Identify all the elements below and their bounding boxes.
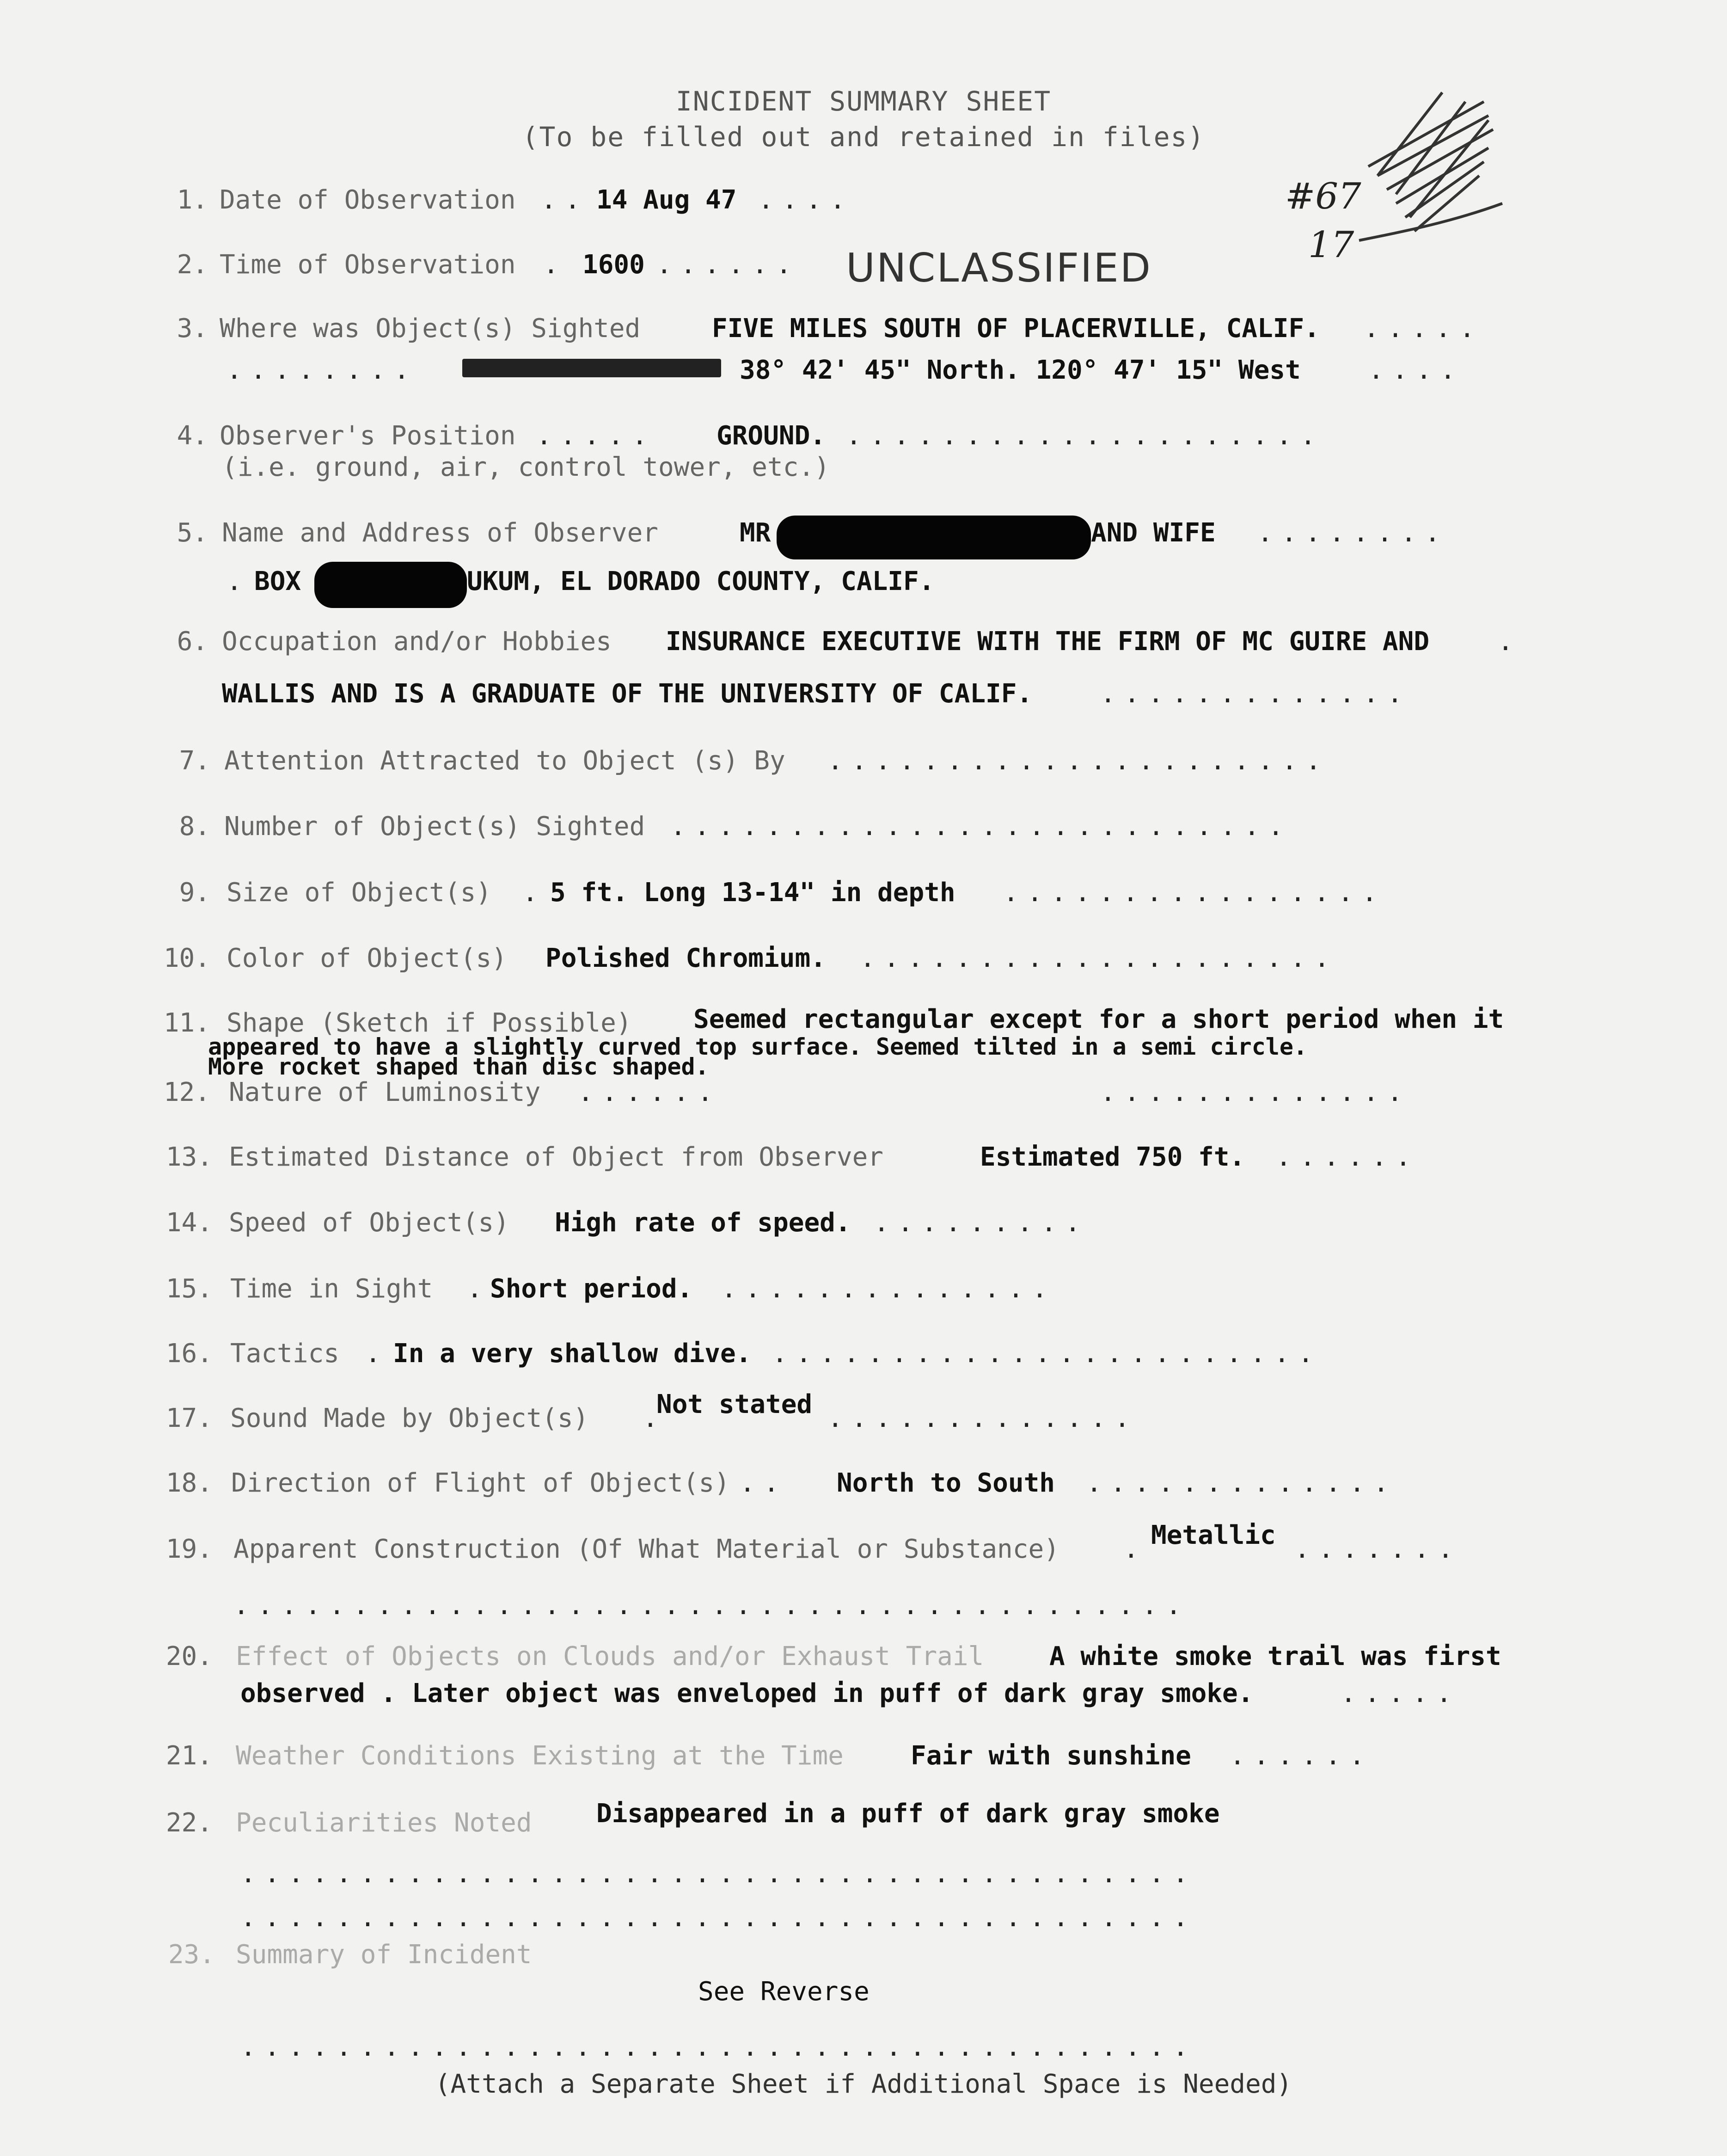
item-value-line-2: observed . Later object was enveloped in puff of dark gray smoke. xyxy=(240,1678,1254,1708)
item-value: INSURANCE EXECUTIVE WITH THE FIRM OF MC GUIRE AND xyxy=(666,627,1430,657)
pencil-scribble-icon xyxy=(1350,83,1516,305)
item-label: Time in Sight xyxy=(230,1274,433,1304)
item-value: Estimated 750 ft. xyxy=(980,1142,1245,1172)
item-value: MR xyxy=(740,518,771,548)
item-label: Where was Object(s) Sighted xyxy=(220,313,641,344)
case-number-annotation: #67 xyxy=(1285,176,1361,217)
item-value: GROUND. xyxy=(717,421,826,451)
item-label: Size of Object(s) xyxy=(227,878,492,908)
item-value-line-2: appeared to have a slightly curved top surface. Seemed tilted in a semi circle. xyxy=(208,1033,1308,1060)
item-number: 15. xyxy=(165,1274,213,1304)
item-label: Date of Observation xyxy=(220,185,516,215)
item-label: Occupation and/or Hobbies xyxy=(222,627,612,657)
item-number: 11. xyxy=(163,1008,210,1038)
item-value: FIVE MILES SOUTH OF PLACERVILLE, CALIF. xyxy=(712,313,1320,344)
item-value: North to South xyxy=(837,1468,1055,1498)
item-label: Estimated Distance of Object from Observer xyxy=(229,1142,884,1172)
item-label: Name and Address of Observer xyxy=(222,518,659,548)
item-label: Color of Object(s) xyxy=(227,943,507,973)
item-number: 6. xyxy=(177,627,208,657)
item-label: Tactics xyxy=(230,1339,340,1369)
item-label: Summary of Incident xyxy=(236,1940,532,1970)
item-value-line-3: More rocket shaped than disc shaped. xyxy=(208,1053,709,1080)
item-label: Peculiarities Noted xyxy=(236,1808,532,1838)
item-value: Not stated xyxy=(656,1389,813,1419)
unclassified-stamp: UNCLASSIFIED xyxy=(846,245,1152,291)
item-value-line-2: WALLIS AND IS A GRADUATE OF THE UNIVERSITY OF CALIF. xyxy=(222,679,1033,709)
item-value: 5 ft. Long 13-14" in depth xyxy=(550,878,955,908)
handwritten-mark: 17 xyxy=(1308,224,1354,266)
item-value: 14 Aug 47 xyxy=(596,185,737,215)
item-value: High rate of speed. xyxy=(555,1208,851,1238)
item-number: 14. xyxy=(165,1208,213,1238)
item-number: 8. xyxy=(179,811,210,842)
item-value-address: UKUM, EL DORADO COUNTY, CALIF. xyxy=(467,566,935,596)
item-number: 13. xyxy=(165,1142,213,1172)
item-number: 10. xyxy=(163,943,210,973)
item-value-coordinates: 38° 42' 45" North. 120° 47' 15" West xyxy=(740,355,1301,385)
item-value: See Reverse xyxy=(698,1977,870,2007)
item-value: Fair with sunshine xyxy=(911,1741,1191,1771)
item-number: 4. xyxy=(177,421,208,451)
item-value: In a very shallow dive. xyxy=(393,1339,752,1369)
item-label: Attention Attracted to Object (s) By xyxy=(224,746,785,776)
item-value: Metallic xyxy=(1151,1520,1276,1550)
item-value: Disappeared in a puff of dark gray smoke xyxy=(596,1799,1220,1829)
item-number: 22. xyxy=(165,1808,213,1838)
item-number: 19. xyxy=(165,1534,213,1564)
item-number: 18. xyxy=(165,1468,213,1498)
item-value: Polished Chromium. xyxy=(545,943,826,973)
form-subtitle: (To be filled out and retained in files) xyxy=(522,121,1205,153)
incident-summary-sheet: INCIDENT SUMMARY SHEET (To be filled out and retained in files) #67 17 UNCLASSIFIED 1. Date of Observation .. 14 Aug 47 .... 2. Time of Observation . 1600 ...... 3. Where was Object(s) Sighted FIVE MILES SOUTH OF PLACERVILLE, CALIF. ..... ........ 38° 42' 45" North. 120° 47' 15" West .... 4. Observer's Position ..... GROUND. .................... (i.e. ground, air, control tower, etc.) 5. Name and Address of Observer MR AND WIFE ........ . BOX UKUM, EL DORADO COUNTY, CALIF. 6. Occupation and/or Hobbies INSURANCE EXECUTIVE WITH THE FIRM OF MC GUIRE AND . WALLIS AND IS A GRADUATE OF THE UNIVERSITY OF CALIF. ............. 7. Attention Attracted to Object (s) By ..................... 8. Number of Object(s) Sighted .......................... 9. Size of Object(s) . 5 ft. Long 13-14" in depth ................ 10. Color of Object(s) Polished Chromium. .................... 11. Shape (Sketch if Possible) Seemed rectangular except for a short period when it appeared to have a slightly curved top surface. Seemed tilted in a semi circle. More rocket shaped than disc shaped. 12. Nature of Luminosity ...... ............. 13. Estimated Distance of Object from Observer Estimated 750 ft. ...... 14. Speed of Object(s) High rate of speed. ......... 15. Time in Sight . Short period. .............. 16. Tactics . In a very shallow dive. ....................... 17. Sound Made by Object(s) . Not stated ............. 18. Direction of Flight of Object(s) .. North to South ............. 19. Apparent Construction (Of What Material or Substance) . Metallic ....... ........................................ 20. Effect of Objects on Clouds and/or Exhaust Trail A white smoke trail was first observed . Later object was enveloped in puff of dark gray smoke. ..... 21. Weather Conditions Existing at the Time Fair with sunshine ...... 22. Peculiarities Noted Disappeared in a puff of dark gray smoke ........................................ ........................................ 23. Summary of Incident See Reverse ........................................ (Attach a Separate Sheet if Additional Space is Needed) xyxy=(0,0,1727,2156)
item-label: Apparent Construction (Of What Material or Substance) xyxy=(233,1534,1059,1564)
item-label: Time of Observation xyxy=(220,250,516,280)
item-value: A white smoke trail was first xyxy=(1049,1641,1501,1671)
item-number: 5. xyxy=(177,518,208,548)
item-number: 9. xyxy=(179,878,210,908)
footer-note: (Attach a Separate Sheet if Additional Space is Needed) xyxy=(435,2069,1292,2099)
item-value-box: BOX xyxy=(254,566,301,596)
redaction-bar xyxy=(314,562,467,608)
item-label: Number of Object(s) Sighted xyxy=(224,811,645,842)
item-value-b: AND WIFE xyxy=(1091,518,1216,548)
item-value: Short period. xyxy=(490,1274,693,1304)
item-label: Sound Made by Object(s) xyxy=(230,1403,589,1433)
redaction-bar xyxy=(777,516,1091,559)
item-number: 12. xyxy=(163,1077,210,1107)
item-label: Shape (Sketch if Possible) xyxy=(227,1008,632,1038)
item-number: 3. xyxy=(177,313,208,344)
item-number: 20. xyxy=(165,1641,213,1671)
item-value: 1600 xyxy=(582,250,645,280)
item-number: 21. xyxy=(165,1741,213,1771)
item-label: Observer's Position xyxy=(220,421,516,451)
item-number: 1. xyxy=(177,185,208,215)
item-label: Direction of Flight of Object(s) xyxy=(231,1468,730,1498)
form-title: INCIDENT SUMMARY SHEET xyxy=(675,86,1052,117)
item-number: 2. xyxy=(177,250,208,280)
item-number: 17. xyxy=(165,1403,213,1433)
item-note: (i.e. ground, air, control tower, etc.) xyxy=(222,452,830,482)
item-label: Nature of Luminosity xyxy=(229,1077,541,1107)
item-number: 7. xyxy=(179,746,210,776)
item-value: Seemed rectangular except for a short period when it xyxy=(693,1004,1504,1034)
item-label: Effect of Objects on Clouds and/or Exhaust Trail xyxy=(236,1641,984,1671)
item-label: Speed of Object(s) xyxy=(229,1208,509,1238)
item-number: 23. xyxy=(168,1940,215,1970)
item-label: Weather Conditions Existing at the Time xyxy=(236,1741,844,1771)
item-number: 16. xyxy=(165,1339,213,1369)
